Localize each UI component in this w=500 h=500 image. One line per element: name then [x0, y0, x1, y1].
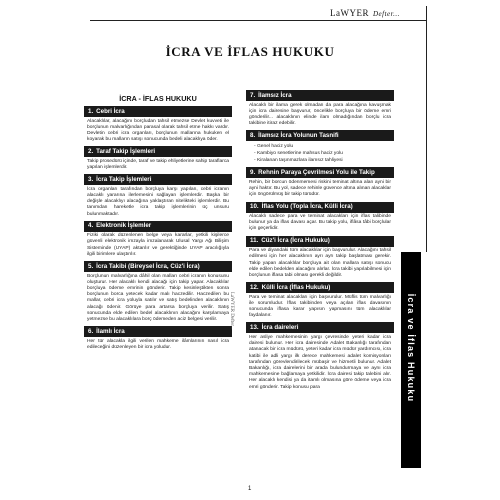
- section: [84, 174, 232, 218]
- section-number: 6.: [88, 327, 94, 335]
- section: [84, 106, 232, 143]
- section-body: Para ve teminat alacakları için başvurulur. Müflis tüm malvarlığı ile sorumludur. İflas takibinden veya açılan iflas davasının sonucunda iflasa karar yapısın yapmasını tüm alacaklılar faydalanır.: [249, 294, 391, 319]
- section-body: Alacaklı bir ilama gerek olmadan da para alacağına kavuşmak için icra dairesine başvurur, öncelikle borçluya bir ödeme emri gönderilir... alacaklının elinde ilam olmadığından borçlu icra takibine itiraz edebilir.: [249, 102, 391, 127]
- section-number: 5.: [88, 262, 94, 270]
- section-body: Fiziki olarak düzenlenen belge veya kararlar, yetkili kişilerce güvenli elektronik imzayla imzalanarak Ulusal Yargı Ağı Bilişim Sisteminde (UYAP) aktarılır ve gerektiğinde UYAP aracılığıyla ilgili birimlere ulaştırılır.: [87, 233, 229, 257]
- section-title: Taraf Takip İşlemleri: [96, 147, 156, 155]
- section-number: 11.: [250, 237, 259, 245]
- section-heading: [246, 202, 394, 213]
- section-title: İflas Yolu (Topla İcra, Külli İcra): [261, 203, 353, 211]
- section-title: İlamlı İcra: [96, 327, 125, 335]
- section-body: Para ve diyandaki tüm alacaklılar için başvurulur. Alacağını tahsil edilmesi için her alacaklının ayrı ayrı takip başlatması gerekir. Takip yapan alacaklılar borçluya ait olan mallara satışı sonucu elde edilen bedelden alacağını alırlar. İcra takibi yapılabilmesi için borçlunun iflasa tabi olması gerekli değildir.: [249, 248, 391, 278]
- page-title: İCRA VE İFLAS HUKUKU: [165, 44, 335, 59]
- section-number: 9.: [250, 168, 256, 176]
- section-number: 2.: [88, 147, 94, 155]
- section-heading: [84, 146, 232, 157]
- section-number: 3.: [88, 175, 94, 183]
- section-number: 1.: [88, 107, 94, 115]
- section-title: İcra daireleri: [261, 323, 299, 331]
- section-heading: [246, 322, 394, 333]
- section-heading: [84, 326, 232, 337]
- section-heading: [246, 130, 394, 141]
- watermark: LaWYER Defter...: [229, 292, 234, 330]
- header-rule: [90, 20, 427, 21]
- section-number: 4.: [88, 222, 94, 230]
- section-title: Elektronik İşlemler: [96, 222, 152, 230]
- section-body: Her asliye mahkemesinin yargı çevresinde yeteri kadar icra dairesi bulunur. Her icra dairesinde Adalet Bakanlığı tarafından atanacak bir icra müdürü, yeteri kadar icra müdür yardımcısı, icra katibi ile adli yargı ilk derece mahkemesi adalet komisyonları tarafından görevlendirilecek mübaşir ve hizmetli bulunur. Adalet Bakanlığı, icra dairelerini bir arada bulundurmaya ve aynı icra mahkemesine bağlamaya yetkilidir. İcra dairesi takip talebini alır. Her alacaklı kendisi ya da itamlı olmasına göre ödeme veya icra emri gönderir. Takip konusu para: [249, 334, 391, 390]
- section: [246, 202, 394, 233]
- page-number: 1: [248, 486, 252, 492]
- section-body: Borçlunun malvarlığına dâhil olan malları cebri icranın konusunu oluşturur. Her alacaklı kendi alacağı için takip yapar. Alacaklılar borçluya ödeme emrinin gönderir. Takip kesinleştikten sonra borçlunun borca yetecek kadar malı haczedilir. Haczedilen bu mallar, cebri icra yoluyla satılır ve satış bedelinden alacaklının alacağı ödenir. Görüye para artarsa borçluya verilir. Satış sonucunda elde edilen bedel alacaklının alacağını karşılamaya yetmezse bu alacaklılara borç ödemeden aciz belgesi verilir.: [87, 273, 229, 322]
- section-body: İcra organları tarafından borçluya karşı yapılan, cebri icranın alacaklı yararına ilerlemesini sağlayan işlemlerdir. Başka bir değişle alacaklıyı alacağına yaklaştıran nitelikteki işlemlerdir. Bu tanımdan hareketle icra takip işlemlerinin üç unsuru bulunmaktadır.: [87, 186, 229, 217]
- section-title: İlamsız İcra Yolunun Tasnifi: [258, 131, 339, 139]
- section: [246, 236, 394, 280]
- section-title: Cüz'i İcra (İcra Hukuku): [261, 237, 330, 245]
- section-heading: [84, 106, 232, 117]
- section-title: Cebri İcra: [96, 107, 125, 115]
- section: [84, 221, 232, 258]
- section-body: Alacaklı sadece para ve teminat alacakları için iflas talibinde bulunur ya da iflas davası açar. Bu takip yolu, iflâsa tâbi borçlular için geçerlidir.: [249, 214, 391, 232]
- section-title: İcra Takibi (Bireysel İcra, Cüz'i İcra): [96, 262, 200, 270]
- section: [84, 261, 232, 323]
- left-column: [84, 94, 232, 354]
- section-number: 8.: [250, 131, 256, 139]
- column-heading: İCRA - İFLAS HUKUKU: [119, 94, 197, 103]
- section-title: Külli İcra (İflas Hukuku): [261, 283, 331, 291]
- section: [246, 130, 394, 164]
- list-item: - Kambiyo senetlerine mahsus haciz yolu: [257, 150, 391, 157]
- section: [246, 90, 394, 127]
- brand-subtitle: Defter...: [373, 10, 400, 18]
- section-body: Alacaklılar, alacağını borçludan tahsil etmezse Devlet kuvveti ile borçlunun malvarlığından parasal olarak tahsil etme hakkı vardır. Devletin cebri icra organları, borçlunun mallarına hukuken el koyarak bu malların satışı sonucunda bedeli alacaklıya öder.: [87, 118, 229, 143]
- section: [246, 167, 394, 198]
- section-heading: [246, 282, 394, 293]
- section-heading: [246, 167, 394, 178]
- header-vertical-rule: [426, 6, 427, 24]
- list-item: - Kiralanan taşınmazlara ilamsız tahliyesi: [257, 157, 391, 164]
- section-number: 7.: [250, 91, 256, 99]
- section-title: İlamsız İcra: [258, 91, 292, 99]
- section-heading: [246, 236, 394, 247]
- brand-name: LaWYER: [330, 8, 369, 18]
- section-heading: [246, 90, 394, 101]
- side-tab-label: İcra ve İflas Hukuku: [406, 293, 416, 403]
- section-number: 12.: [250, 283, 259, 291]
- section-heading: [84, 261, 232, 272]
- section: [246, 282, 394, 319]
- brand-logo: [330, 8, 400, 18]
- section-heading: [84, 221, 232, 232]
- section-title: İcra Takip İşlemleri: [96, 175, 152, 183]
- section-body: Takip prosedürü içinde, taraf ve takip ehliyetlerine sahip taraflarca yapılan işlemlerdir.: [87, 158, 229, 171]
- section: [246, 322, 394, 390]
- section-number: 13.: [250, 323, 259, 331]
- section-body: [246, 141, 394, 164]
- list-item: - Genel haciz yolu: [257, 143, 391, 150]
- section: [84, 326, 232, 351]
- section-body: Her tür alacakla ilgili verilen mahkeme ilâmlarının nasıl icra edileceğini düzenleyen bir icra yoludur.: [87, 338, 229, 350]
- section-body: Rehin, bir borcun ödenmemesi riskini teminat altına alan ayni bir ayni haktır. Bu yol, sadece rehinle güvence altına alınan alacaklar için öngörülmüş bir takip türüdür.: [249, 179, 391, 198]
- section-title: Rehnin Paraya Çevrilmesi Yolu ile Takip: [258, 168, 375, 176]
- section-number: 10.: [250, 203, 259, 211]
- right-column: [246, 90, 394, 394]
- section: [84, 146, 232, 171]
- section-heading: [84, 174, 232, 185]
